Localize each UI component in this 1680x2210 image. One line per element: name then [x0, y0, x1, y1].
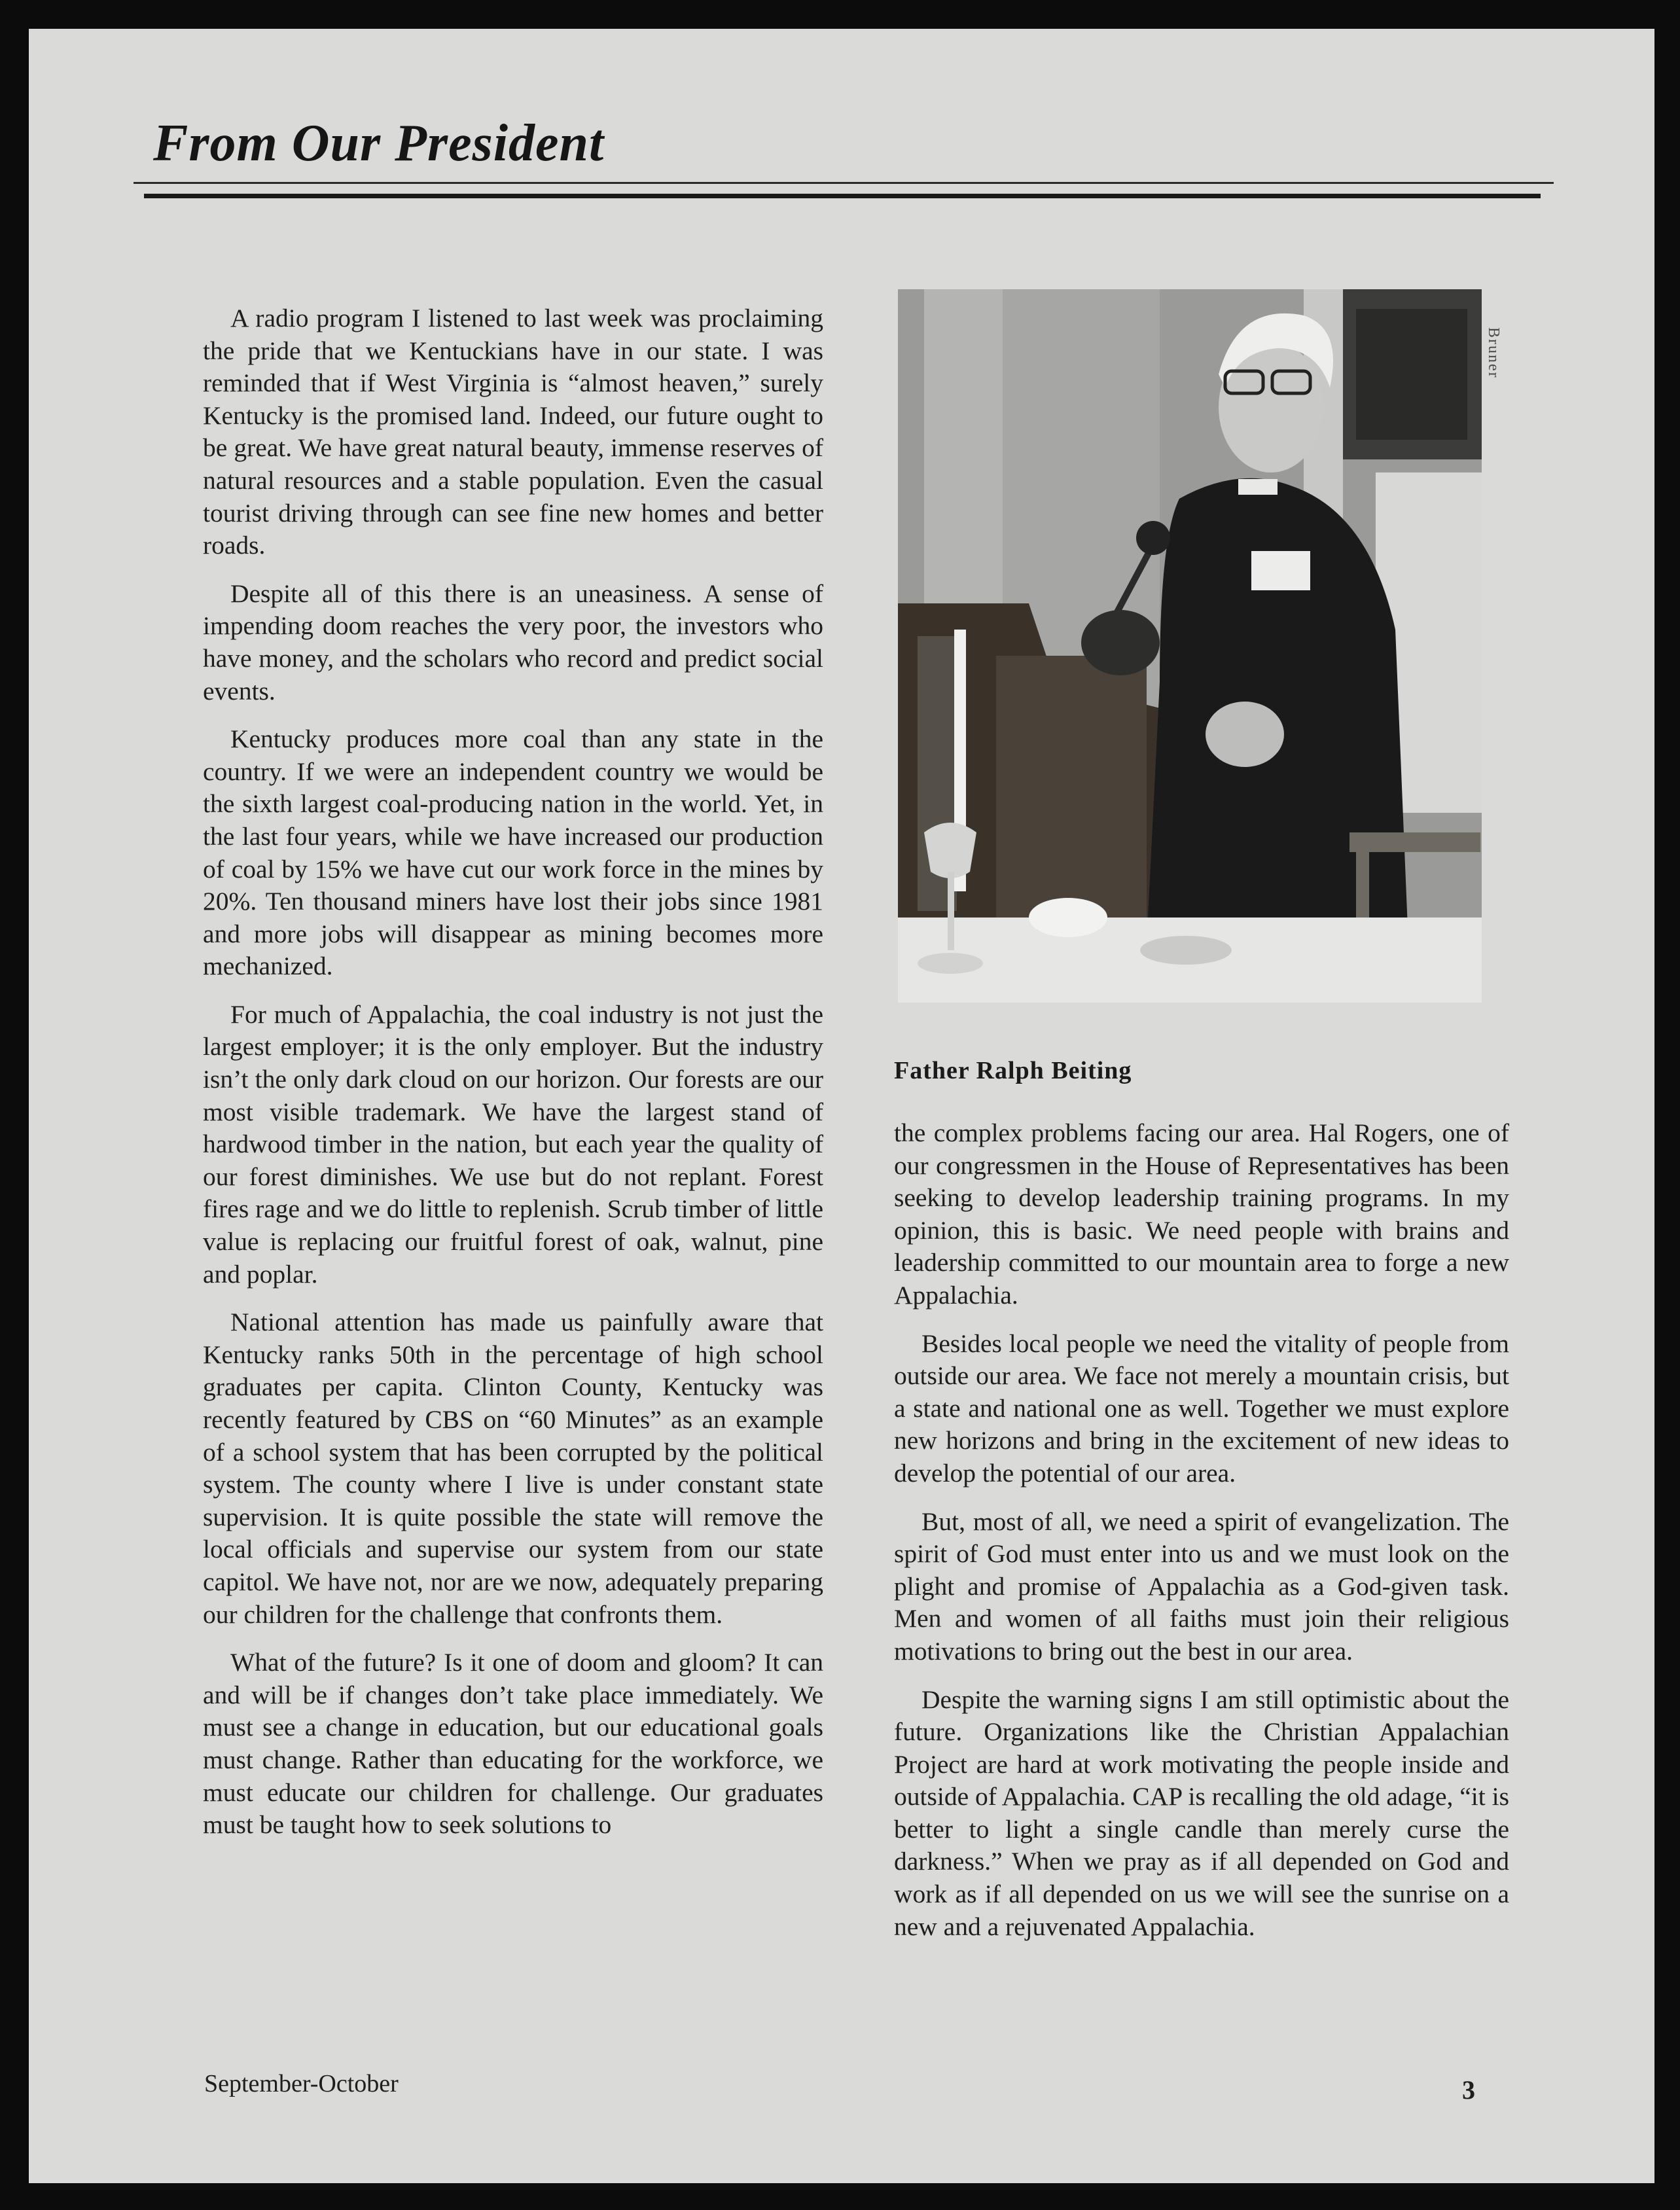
article-paragraph: But, most of all, we need a spirit of evangelization. The spirit of God must enter into us and we must look on the plight and promise of Appalachia as a God-given task. Men and women of all faiths must join their religious motivations to bring out the best in our area.: [894, 1506, 1509, 1666]
article-paragraph: Despite the warning signs I am still optimistic about the future. Organizations like the Christian Appalachian Project are hard at work motivating the people inside and outside of Appalachia. CAP is recalling the old adage, “it is better to light a single candle than merely curse the darkness.” When we pray as if all depended on God and work as if all depended on us we will see the sunrise on a new and a rejuvenated Appalachia.: [894, 1684, 1509, 1941]
article-paragraph: the complex problems facing our area. Hal Rogers, one of our congressmen in the House of Representatives has been seeking to develop leadership training programs. In my opinion, this is basic. We need people with brains and leadership committed to our mountain area to forge a new Appalachia.: [894, 1118, 1509, 1310]
photo-credit: Bruner: [1485, 327, 1502, 379]
issue-date: September-October: [204, 2070, 399, 2097]
article-column-left: [203, 302, 823, 1857]
speaker-photo: [898, 289, 1482, 1003]
article-paragraph: For much of Appalachia, the coal industry is not just the largest employer; it is the only employer. But the industry isn’t the only dark cloud on our horizon. Our forests are our most visible trademark. We have the largest stand of hardwood timber in the nation, but each year the quality of our forest diminishes. We use but do not replant. Forest fires rage and we do little to replenish. Scrub timber of little value is replacing our fruitful forest of oak, walnut, pine and poplar.: [203, 999, 823, 1289]
page-number: 3: [1462, 2075, 1475, 2105]
article-paragraph: Besides local people we need the vitality of people from outside our area. We face not merely a mountain crisis, but a state and national one as well. Together we must explore new horizons and bring in the excitement of new ideas to develop the potential of our area.: [894, 1328, 1509, 1488]
article-column-right: [894, 1117, 1509, 1959]
page-title: From Our President: [153, 115, 605, 172]
header-rule-thick: [144, 194, 1541, 198]
article-paragraph: National attention has made us painfully aware that Kentucky ranks 50th in the percentage of high school graduates per capita. Clinton County, Kentucky was recently featured by CBS on “60 Minutes” as an example of a school system that has been corrupted by the political system. The county where I live is under constant state supervision. It is quite possible the state will remove the local officials and supervise our system from our state capitol. We have not, nor are we now, adequately preparing our children for the challenge that confronts them.: [203, 1308, 823, 1629]
article-paragraph: Kentucky produces more coal than any state in the country. If we were an independent country we would be the sixth largest coal-producing nation in the world. Yet, in the last four years, while we have increased our production of coal by 15% we have cut our work force in the mines by 20%. Ten thousand miners have lost their jobs since 1981 and more jobs will disappear as mining becomes more mechanized.: [203, 724, 823, 981]
photo-caption: Father Ralph Beiting: [894, 1057, 1132, 1084]
article-paragraph: What of the future? Is it one of doom and gloom? It can and will be if changes don’t take place immediately. We must see a change in education, but our educational goals must change. Rather than educating for the workforce, we must educate our children for challenge. Our graduates must be taught how to seek solutions to: [203, 1648, 823, 1840]
article-paragraph: Despite all of this there is an uneasiness. A sense of impending doom reaches the very poor, the investors who have money, and the scholars who record and predict social events.: [203, 579, 823, 705]
magazine-page: [29, 29, 1654, 2183]
header-rule-thin: [134, 182, 1554, 184]
article-paragraph: A radio program I listened to last week was proclaiming the pride that we Kentuckians have in our state. I was reminded that if West Virginia is “almost heaven,” surely Kentucky is the promised land. Indeed, our future ought to be great. We have great natural beauty, immense reserves of natural resources and a stable population. Even the casual tourist driving through can see fine new homes and better roads.: [203, 304, 823, 560]
